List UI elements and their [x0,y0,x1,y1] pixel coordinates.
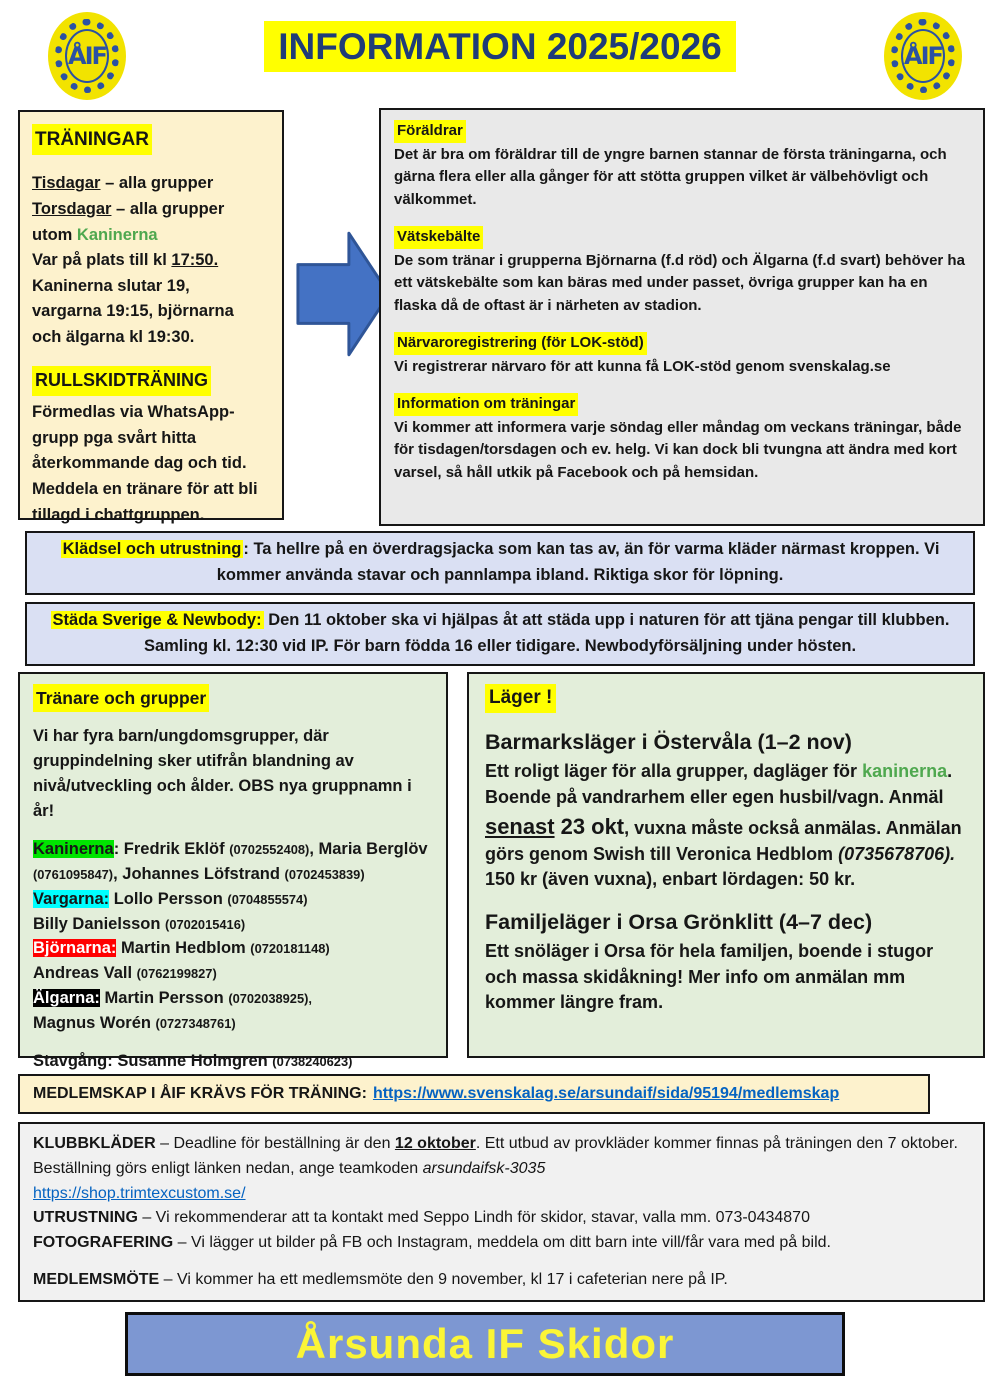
section-title: Närvaroregistrering (för LOK-stöd) [394,332,647,355]
section-body: Vi registrerar närvaro för att kunna få LOK-stöd genom svenskalag.se [394,357,891,375]
section-title: Information om träningar [394,393,578,416]
camps-box [467,672,985,1058]
group-vargarna: Vargarna: Lollo Persson (0704855574) Billy Danielsson (0702015416) [33,889,308,933]
info-box [379,108,985,526]
camp2 [485,907,967,1016]
membership-bar [18,1074,930,1114]
camp2-title: Familjeläger i Orsa Grönklitt (4–7 dec) [485,909,873,934]
footer-banner [125,1312,845,1376]
section-body: Vi kommer att informera varje söndag eller måndag om veckans träningar, både för tisdagen/torsdagen och ev. helg. Vi kan dock bli tvungna att ändra med kort varsel, så håll utkik på Facebook och på hemsidan. [394,418,962,481]
traningar-line: vargarna 19:15, björnarna [32,302,234,321]
klubb-box [18,1122,985,1302]
aif-logo-icon-right [884,12,962,100]
traningar-line: Kaninerna slutar 19, [32,276,190,295]
group-bjornarna: Björnarna: Martin Hedblom (0720181148) Andreas Vall (0762199827) [33,939,330,982]
group-kaninerna: Kaninerna: Fredrik Eklöf (0702552408), Maria Berglöv (0761095847), Johannes Löfstrand (0702453839) [33,840,428,883]
traningar-line: Var på plats till kl 17:50. [32,251,219,270]
group-algarna: Älgarna: Martin Persson (0702038925), Magnus Worén (0727348761) [33,988,312,1032]
traningar-line: utom Kaninerna [32,225,158,244]
banner-kladsel-text: Klädsel och utrustning : Ta hellre på en överdragsjacka som kan tas av, än för varma kläder närmast kroppen. Vi kommer använda stavar och pannlampa ibland. Riktiga skor för löpning. [62,540,940,584]
medlemsmote-para: MEDLEMSMÖTE – Vi kommer ha ett medlemsmöte den 9 november, kl 17 i cafeterian nere på IP. [33,1270,728,1288]
camps-title: Läger ! [485,684,556,713]
klubbklader-para: KLUBBKLÄDER – Deadline för beställning är den 12 oktober. Ett utbud av provkläder kommer finnas på träningen den 7 oktober. Beställning görs enligt länken nedan, ange teamkoden arsundaifsk-3035 [33,1135,958,1177]
section-body: De som tränar i grupperna Björnarna (f.d röd) och Älgarna (f.d svart) behöver ha ett vätskebälte som kan bäras med under passet, övriga grupper kan ha en flaska då de oftast är i närheten av stadion. [394,251,965,314]
utrustning-para: UTRUSTNING – Vi rekommenderar att ta kontakt med Seppo Lindh för skidor, stavar, valla mm. 073-0434870 [33,1209,810,1227]
info-section-vatskebalte [394,226,970,317]
rullskid-title: RULLSKIDTRÄNING [32,366,211,396]
membership-link[interactable]: https://www.svenskalag.se/arsundaif/sida/95194/medlemskap [372,1085,840,1102]
page-title: INFORMATION 2025/2026 [264,21,735,72]
traningar-box [18,110,284,524]
info-section-narvaro [394,332,970,378]
coaches-intro: Vi har fyra barn/ungdomsgrupper, där gruppindelning sker utifrån blandning av nivå/utveckling och ålder. OBS nya gruppnamn i år! [33,727,412,820]
membership-label: MEDLEMSKAP I ÅIF KRÄVS FÖR TRÄNING: [33,1085,367,1102]
logo-monogram: ÅIF [901,29,945,83]
camp1 [485,727,967,893]
section-body: Det är bra om föräldrar till de yngre barnen stannar de första träningarna, och gärna flera eller alla gånger för att stötta gruppen vilket är välbehövligt och välkommet. [394,145,947,208]
info-section-foraldrar [394,120,970,211]
camp2-body: Ett snöläger i Orsa för hela familjen, boende i stugor och massa skidåkning! Mer info om anmälan mm kommer längre fram. [485,941,934,1013]
camp1-body: Ett roligt läger för alla grupper, dagläger för kaninerna. Boende på vandrarhem eller egen husbil/vagn. Anmäl senast 23 okt, vuxna måste också anmälas. Anmälan görs genom Swish till Veronica Hedblom (0735678706). 150 kr (även vuxna), enbart lördagen: 50 kr. [485,761,962,890]
traningar-title: TRÄNINGAR [32,124,152,155]
camp1-title: Barmarksläger i Östervåla (1–2 nov) [485,729,852,754]
section-title: Föräldrar [394,120,466,143]
coaches-box [18,672,448,1071]
section-title: Vätskebälte [394,226,483,249]
coaches-title: Tränare och grupper [33,684,209,712]
fotografering-para: FOTOGRAFERING – Vi lägger ut bilder på FB och Instagram, meddela om ditt barn inte vill/får vara med på bild. [33,1234,831,1252]
rullskid-para: Förmedlas via WhatsApp-grupp pga svårt hitta återkommande dag och tid. Meddela en tränare för att bli tillagd i chattgruppen. [32,403,258,524]
logo-monogram: ÅIF [65,29,109,83]
banner-stada [25,602,975,666]
traningar-line: Torsdagar – alla grupper [32,200,225,218]
page-title-wrap [0,26,1000,68]
traningar-line: och älgarna kl 19:30. [32,327,195,346]
footer-club-name: Årsunda IF Skidor [295,1320,675,1367]
right-arrow-icon [294,224,392,364]
banner-stada-text: Städa Sverige & Newbody: Den 11 oktober ska vi hjälpas åt att städa upp i naturen för att tjäna pengar till klubben. Samling kl. 12:30 vid IP. För barn födda 16 eller tidigare. Newbodyförsäljning under hösten. [52,611,950,655]
banner-kladsel [25,531,975,595]
traningar-line: Tisdagar – alla grupper [32,174,214,193]
trimtex-link[interactable]: https://shop.trimtexcustom.se/ [33,1184,246,1202]
group-stavgang: Stavgång: Susanne Holmgren (0738240623) [33,1052,353,1071]
info-section-information [394,393,970,484]
